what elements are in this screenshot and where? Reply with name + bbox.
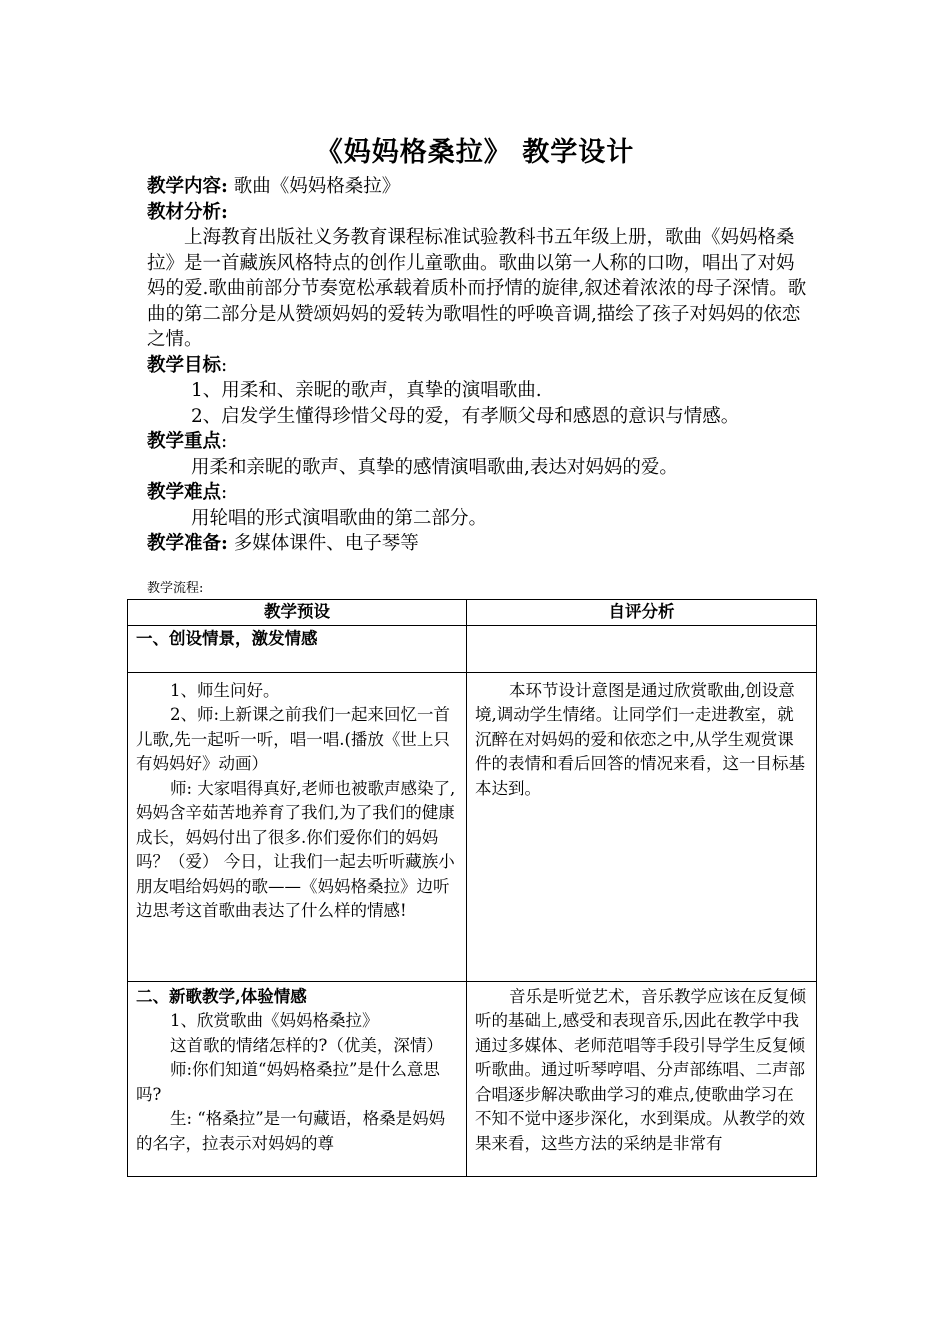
row1-right-text: 本环节设计意图是通过欣赏歌曲,创设意境,调动学生情绪。让同学们一走进教室，就沉醉在对妈妈的爱和依恋之中,从学生观赏课件的表情和看后回答的情况来看，这一目标基本达到。: [475, 680, 805, 798]
difficulty-heading: [147, 480, 807, 506]
row1-right-cell: [467, 672, 817, 981]
goals-label: 教学目标: [147, 354, 222, 376]
key-point-colon: :: [221, 431, 228, 452]
row1-left-cell: [128, 672, 467, 981]
document-title: 《妈妈格桑拉》 教学设计: [315, 137, 635, 168]
table-header-row: [128, 600, 817, 626]
table-row: [128, 981, 817, 1176]
content-label: 教学内容:: [147, 176, 228, 197]
key-point-label: 教学重点: [147, 431, 222, 452]
row2-left-para-4: 生: “格桑拉”是一句藏语，格桑是妈妈的名字，拉表示对妈妈的尊: [136, 1109, 446, 1153]
difficulty-colon: :: [221, 482, 228, 503]
empty-cell: [467, 625, 817, 672]
row2-right-text: 音乐是听觉艺术，音乐教学应该在反复倾听的基础上,感受和表现音乐,因此在教学中我通过多媒体、老师范唱等手段引导学生反复倾听歌曲。通过听琴哼唱、分声部练唱、二声部合唱逐步解决歌曲学习的难点,使歌曲学习在不知不觉中逐步深化，水到渠成。从教学的效果来看，这些方法的采纳是非常有: [475, 986, 806, 1153]
analysis-text: 上海教育出版社义务教育课程标准试验教科书五年级上册，歌曲《妈妈格桑拉》是一首藏族风格特点的创作儿童歌曲。歌曲以第一人称的口吻，唱出了对妈妈的爱.歌曲前部分节奏宽松承载着质朴而抒情的旋律,叙述着浓浓的母子深情。歌曲的第二部分是从赞颂妈妈的爱转为歌唱性的呼唤音调,描绘了孩子对妈妈的依恋之情。: [147, 227, 807, 350]
row1-left-para-1: 1、师生问好。: [170, 680, 280, 700]
row2-right-cell: [467, 981, 817, 1176]
goals-heading: [147, 353, 807, 379]
difficulty-label: 教学难点: [147, 482, 222, 503]
row2-left-para-2: 这首歌的情绪怎样的?（优美，深情）: [170, 1035, 443, 1055]
header-teaching-plan: 教学预设: [128, 600, 467, 626]
teaching-flow-table: [127, 599, 817, 1177]
analysis-label: 教材分析:: [147, 201, 228, 223]
goal-item-1: 1、用柔和、亲昵的歌声，真挚的演唱歌曲.: [191, 380, 542, 401]
key-point-text: 用柔和亲昵的歌声、真挚的感情演唱歌曲,表达对妈妈的爱。: [191, 456, 678, 478]
prep-value: 多媒体课件、电子琴等: [233, 533, 419, 554]
document-body: [147, 174, 807, 557]
row1-left-para-2: 2、师:上新课之前我们一起来回忆一首儿歌,先一起听一听，唱一唱.(播放《世上只有妈妈好》动画）: [136, 705, 451, 773]
prep-line: [147, 531, 807, 557]
goals-colon: :: [221, 354, 228, 376]
table-row: [128, 625, 817, 672]
table-row: [128, 672, 817, 981]
prep-label: 教学准备:: [147, 533, 228, 554]
row2-left-para-1: 1、欣赏歌曲《妈妈格桑拉》: [170, 1011, 379, 1030]
content-value: 歌曲《妈妈格桑拉》: [233, 176, 401, 197]
row2-left-cell: [128, 981, 467, 1176]
row2-left-para-3: 师:你们知道“妈妈格桑拉”是什么意思吗?: [136, 1060, 440, 1104]
content-line: [147, 174, 807, 200]
section-2-title: 二、新歌教学,体验情感: [136, 986, 307, 1006]
header-self-evaluation: 自评分析: [467, 600, 817, 626]
flow-label: 教学流程:: [147, 581, 204, 596]
row1-left-para-3: 师: 大家唱得真好,老师也被歌声感染了,妈妈含辛茹苦地养育了我们,为了我们的健康成长，妈妈付出了很多.你们爱你们的妈妈吗？（爱） 今日，让我们一起去听听藏族小朋友唱给妈妈的歌——《妈妈格桑拉》边听边思考这首歌曲表达了什么样的情感!: [136, 778, 456, 920]
key-point-heading: [147, 429, 807, 455]
section-1-title: 一、创设情景，激发情感: [128, 625, 467, 672]
difficulty-text: 用轮唱的形式演唱歌曲的第二部分。: [191, 507, 488, 529]
goal-item-2: 2、启发学生懂得珍惜父母的爱，有孝顺父母和感恩的意识与情感。: [191, 405, 740, 427]
